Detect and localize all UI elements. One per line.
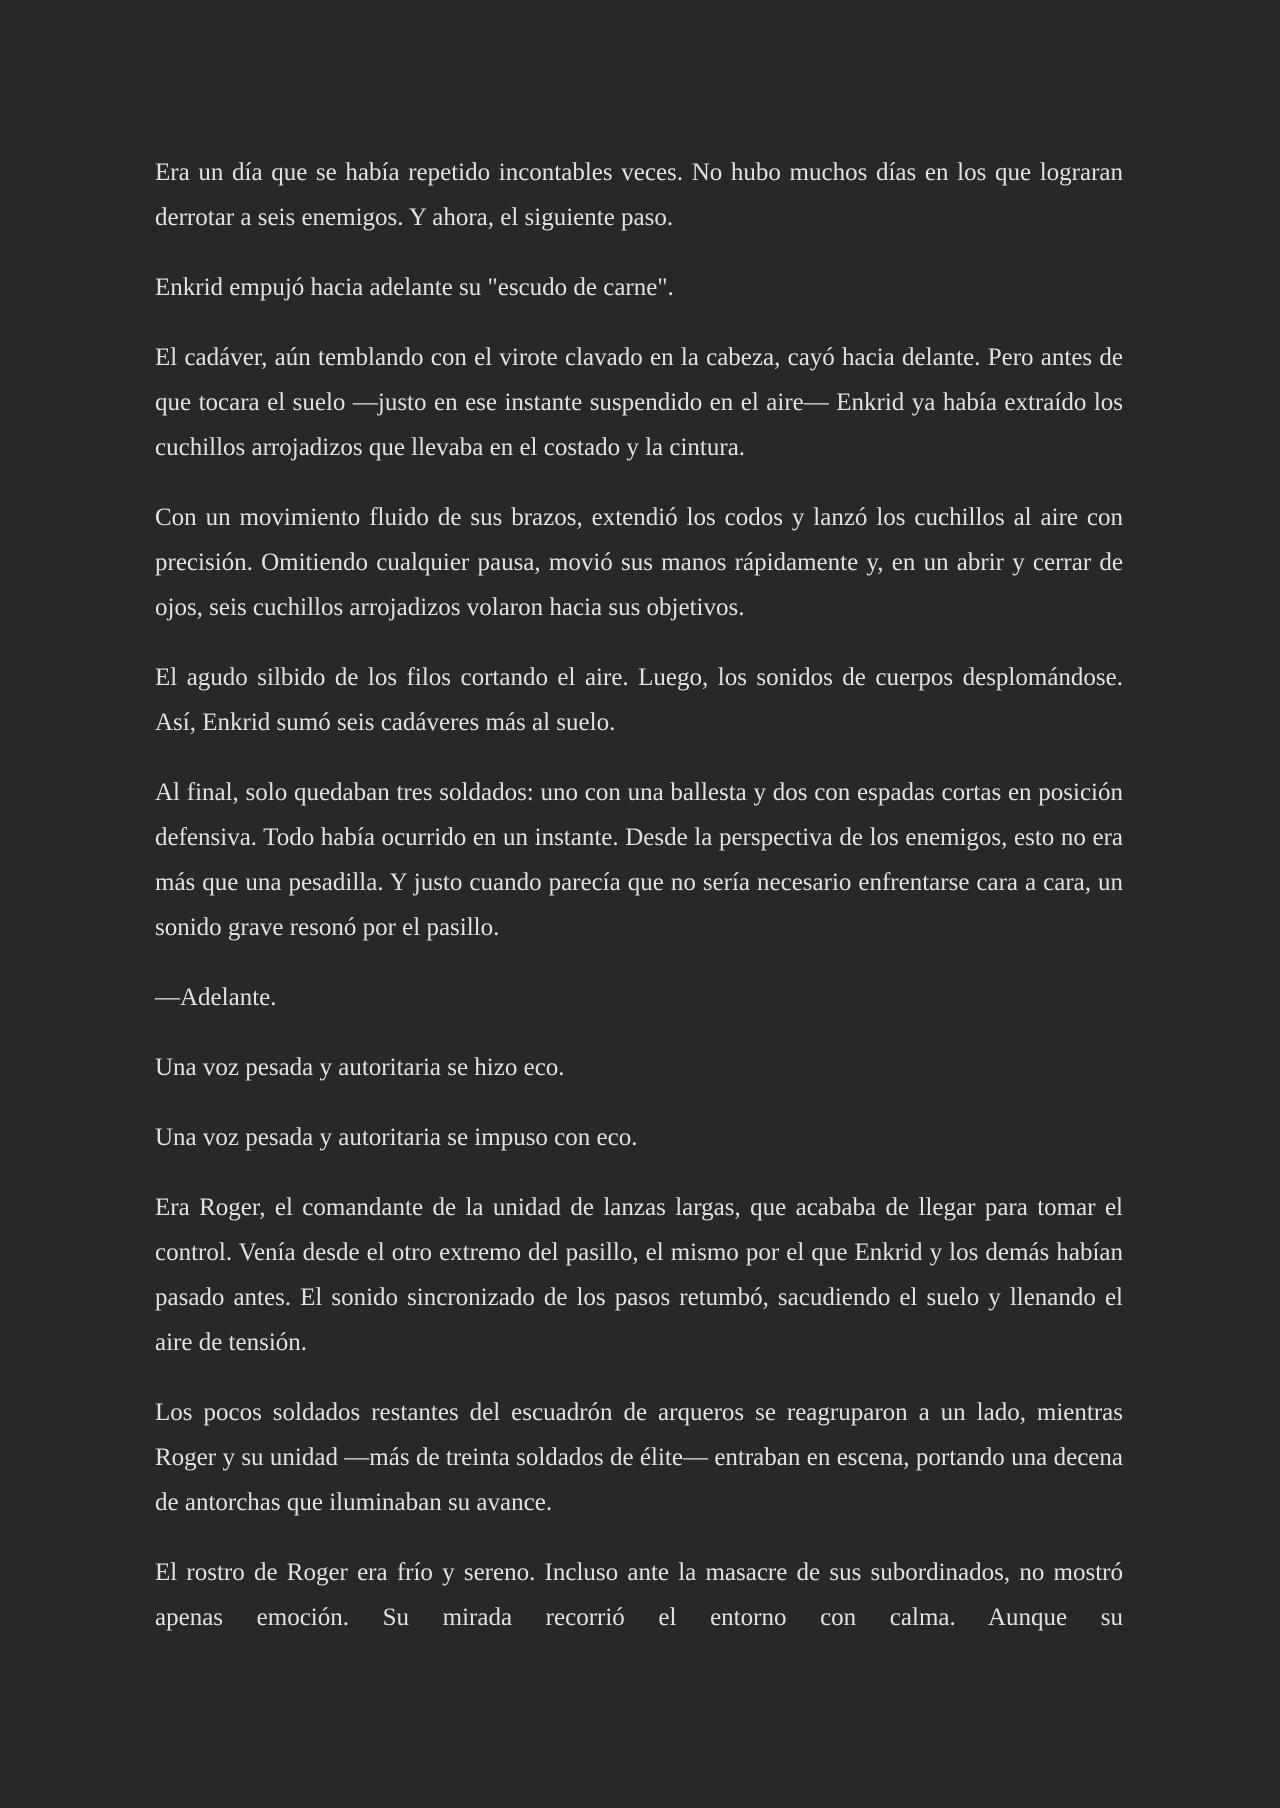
paragraph-11: Los pocos soldados restantes del escuadrón de arqueros se reagruparon a un lado, mientras Roger y su unidad —más de treinta soldados de élite— entraban en escena, portando una decena de antorchas que iluminaban su avance. — [155, 1399, 1123, 1516]
paragraph-4: Con un movimiento fluido de sus brazos, extendió los codos y lanzó los cuchillos al aire con precisión. Omitiendo cualquier pausa, movió sus manos rápidamente y, en un abrir y cerrar de ojos, seis cuchillos arrojadizos volaron hacia sus objetivos. — [155, 504, 1123, 621]
paragraph-8: Una voz pesada y autoritaria se hizo eco. — [155, 1054, 565, 1081]
paragraph-7: —Adelante. — [155, 984, 277, 1011]
paragraph-1: Era un día que se había repetido incontables veces. No hubo muchos días en los que lograran derrotar a seis enemigos. Y ahora, el siguiente paso. — [155, 159, 1123, 231]
paragraph-3: El cadáver, aún temblando con el virote clavado en la cabeza, cayó hacia delante. Pero antes de que tocara el suelo —justo en ese instante suspendido en el aire— Enkrid ya había extraído los cuchillos arrojadizos que llevaba en el costado y la cintura. — [155, 344, 1123, 461]
paragraph-2: Enkrid empujó hacia adelante su "escudo de carne". — [155, 274, 674, 301]
paragraph-9: Una voz pesada y autoritaria se impuso con eco. — [155, 1124, 638, 1151]
paragraph-6: Al final, solo quedaban tres soldados: uno con una ballesta y dos con espadas cortas en posición defensiva. Todo había ocurrido en un instante. Desde la perspectiva de los enemigos, esto no era más que una pesadilla. Y justo cuando parecía que no sería necesario enfrentarse cara a cara, un sonido grave resonó por el pasillo. — [155, 779, 1123, 941]
paragraph-12: El rostro de Roger era frío y sereno. Incluso ante la masacre de sus subordinados, no mostró apenas emoción. Su mirada recorrió el entorno con calma. Aunque su — [155, 1559, 1123, 1631]
reader-text-body — [155, 150, 1123, 1640]
paragraph-5: El agudo silbido de los filos cortando el aire. Luego, los sonidos de cuerpos desplomándose. Así, Enkrid sumó seis cadáveres más al suelo. — [155, 664, 1123, 736]
paragraph-10: Era Roger, el comandante de la unidad de lanzas largas, que acababa de llegar para tomar el control. Venía desde el otro extremo del pasillo, el mismo por el que Enkrid y los demás habían pasado antes. El sonido sincronizado de los pasos retumbó, sacudiendo el suelo y llenando el aire de tensión. — [155, 1194, 1123, 1356]
